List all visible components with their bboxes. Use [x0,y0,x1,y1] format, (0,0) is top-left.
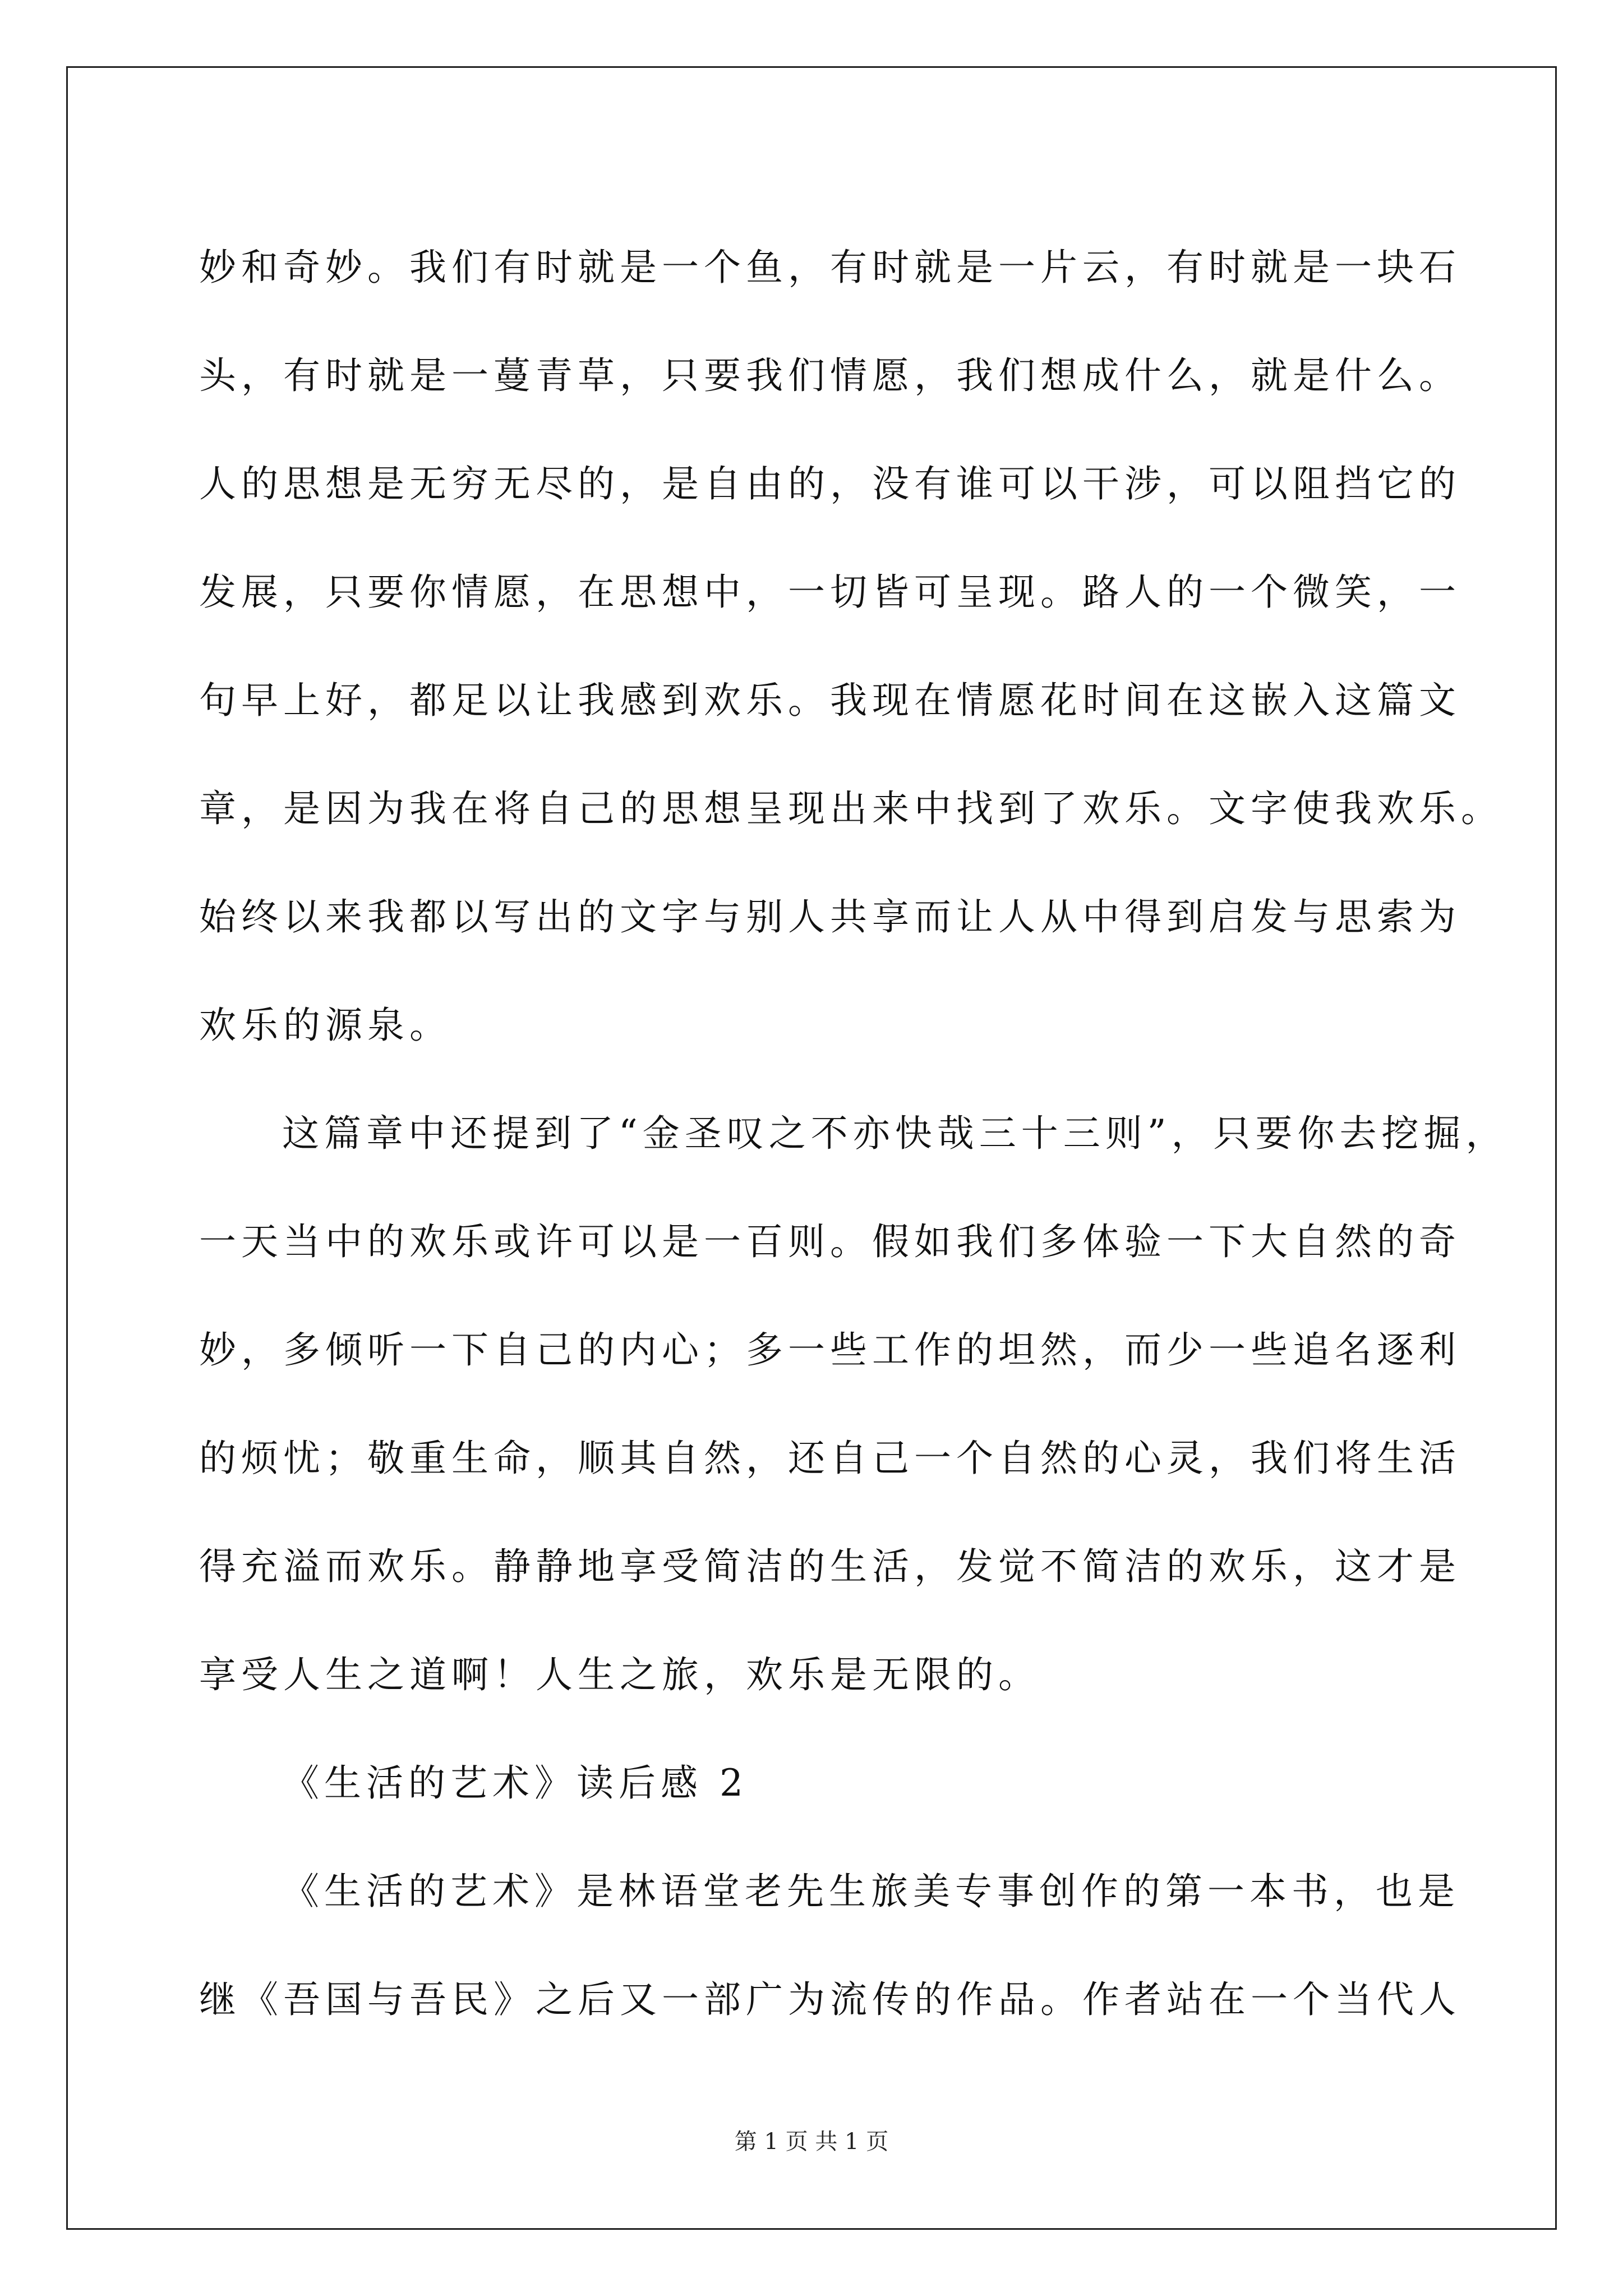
paragraph-line: 得充溢而欢乐。静静地享受简洁的生活，发觉不简洁的欢乐，这才是 [199,1545,1461,1588]
paragraph-line: 妙，多倾听一下自己的内心；多一些工作的坦然，而少一些追名逐利 [199,1328,1461,1372]
paragraph-line: 的烦忧；敬重生命，顺其自然，还自己一个自然的心灵，我们将生活 [199,1437,1461,1480]
paragraph-line: 这篇章中还提到了“金圣叹之不亦快哉三十三则”，只要你去挖掘， [282,1112,1508,1155]
document-body [199,213,1508,2054]
paragraph-line: 句早上好，都足以让我感到欢乐。我现在情愿花时间在这嵌入这篇文 [199,679,1461,722]
paragraph-line: 妙和奇妙。我们有时就是一个鱼，有时就是一片云，有时就是一块石 [199,246,1461,289]
paragraph-line: 头，有时就是一蔓青草，只要我们情愿，我们想成什么，就是什么。 [199,354,1461,397]
paragraph-line: 发展，只要你情愿，在思想中，一切皆可呈现。路人的一个微笑，一 [199,570,1461,614]
paragraph-line: 始终以来我都以写出的文字与别人共享而让人从中得到启发与思索为 [199,895,1461,938]
paragraph-line: 《生活的艺术》是林语堂老先生旅美专事创作的第一本书，也是 [282,1870,1460,1913]
paragraph-line: 继《吾国与吾民》之后又一部广为流传的作品。作者站在一个当代人 [199,1978,1461,2021]
paragraph-line: 一天当中的欢乐或许可以是一百则。假如我们多体验一下大自然的奇 [199,1220,1461,1263]
paragraph-line: 章，是因为我在将自己的思想呈现出来中找到了欢乐。文字使我欢乐。 [199,787,1503,830]
page-footer: 第 1 页 共 1 页 [734,2129,889,2155]
section-heading: 《生活的艺术》读后感 2 [282,1761,748,1805]
paragraph-line: 欢乐的源泉。 [199,1004,451,1047]
paragraph-line: 人的思想是无穷无尽的，是自由的，没有谁可以干涉，可以阻挡它的 [199,462,1461,505]
paragraph-line: 享受人生之道啊！人生之旅，欢乐是无限的。 [199,1653,1040,1696]
